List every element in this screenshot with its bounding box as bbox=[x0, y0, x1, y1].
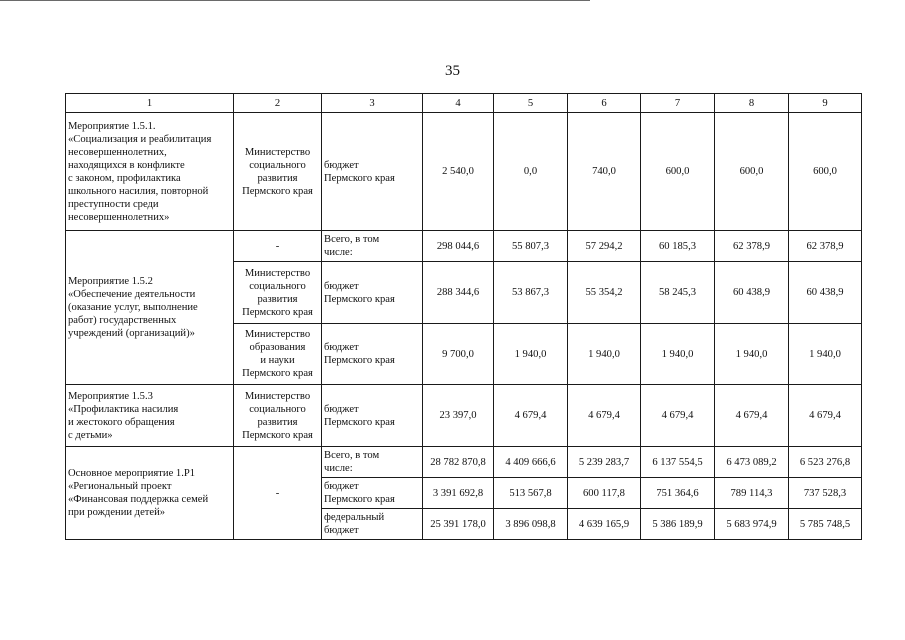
value-cell: 600,0 bbox=[715, 113, 789, 231]
activity-cell: Мероприятие 1.5.2 «Обеспечение деятельности (оказание услуг, выполнение работ) государственных учреждений (организаций)» bbox=[66, 231, 234, 385]
value-cell: 3 896 098,8 bbox=[494, 509, 568, 540]
page-number: 35 bbox=[445, 63, 460, 79]
value-cell: 5 683 974,9 bbox=[715, 509, 789, 540]
table-row bbox=[66, 231, 862, 262]
value-cell: 55 354,2 bbox=[568, 262, 641, 324]
value-cell: 288 344,6 bbox=[423, 262, 494, 324]
activity-cell: Мероприятие 1.5.1. «Социализация и реабилитация несовершеннолетних, находящихся в конфликте с законом, профилактика школьного насилия, повторной преступности среди несовершеннолетних» bbox=[66, 113, 234, 231]
value-cell: 298 044,6 bbox=[423, 231, 494, 262]
value-cell: 1 940,0 bbox=[715, 324, 789, 385]
value-cell: 62 378,9 bbox=[789, 231, 862, 262]
value-cell: 28 782 870,8 bbox=[423, 447, 494, 478]
table-row bbox=[66, 447, 862, 478]
header-cell: 9 bbox=[789, 94, 862, 113]
funding-source-cell: Всего, в том числе: bbox=[322, 231, 423, 262]
value-cell: 513 567,8 bbox=[494, 478, 568, 509]
value-cell: 62 378,9 bbox=[715, 231, 789, 262]
value-cell: 1 940,0 bbox=[789, 324, 862, 385]
activity-cell: Мероприятие 1.5.3 «Профилактика насилия и жестокого обращения с детьми» bbox=[66, 385, 234, 447]
executor-cell: - bbox=[234, 447, 322, 540]
value-cell: 1 940,0 bbox=[568, 324, 641, 385]
value-cell: 600,0 bbox=[789, 113, 862, 231]
value-cell: 1 940,0 bbox=[641, 324, 715, 385]
funding-source-cell: бюджет Пермского края bbox=[322, 262, 423, 324]
value-cell: 737 528,3 bbox=[789, 478, 862, 509]
value-cell: 600,0 bbox=[641, 113, 715, 231]
executor-cell: - bbox=[234, 231, 322, 262]
header-cell: 7 bbox=[641, 94, 715, 113]
value-cell: 4 679,4 bbox=[641, 385, 715, 447]
header-row bbox=[66, 94, 862, 113]
executor-cell: Министерство образования и науки Пермского края bbox=[234, 324, 322, 385]
header-cell: 4 bbox=[423, 94, 494, 113]
value-cell: 1 940,0 bbox=[494, 324, 568, 385]
header-cell: 2 bbox=[234, 94, 322, 113]
value-cell: 740,0 bbox=[568, 113, 641, 231]
funding-source-cell: бюджет Пермского края bbox=[322, 324, 423, 385]
value-cell: 55 807,3 bbox=[494, 231, 568, 262]
value-cell: 4 679,4 bbox=[789, 385, 862, 447]
value-cell: 60 438,9 bbox=[715, 262, 789, 324]
value-cell: 6 523 276,8 bbox=[789, 447, 862, 478]
value-cell: 4 409 666,6 bbox=[494, 447, 568, 478]
funding-source-cell: бюджет Пермского края bbox=[322, 478, 423, 509]
value-cell: 2 540,0 bbox=[423, 113, 494, 231]
value-cell: 60 438,9 bbox=[789, 262, 862, 324]
value-cell: 3 391 692,8 bbox=[423, 478, 494, 509]
executor-cell: Министерство социального развития Пермского края bbox=[234, 113, 322, 231]
value-cell: 4 679,4 bbox=[568, 385, 641, 447]
header-cell: 5 bbox=[494, 94, 568, 113]
value-cell: 5 239 283,7 bbox=[568, 447, 641, 478]
table-row bbox=[66, 385, 862, 447]
value-cell: 4 679,4 bbox=[715, 385, 789, 447]
value-cell: 789 114,3 bbox=[715, 478, 789, 509]
funding-source-cell: бюджет Пермского края bbox=[322, 113, 423, 231]
value-cell: 23 397,0 bbox=[423, 385, 494, 447]
value-cell: 751 364,6 bbox=[641, 478, 715, 509]
value-cell: 53 867,3 bbox=[494, 262, 568, 324]
value-cell: 57 294,2 bbox=[568, 231, 641, 262]
value-cell: 6 137 554,5 bbox=[641, 447, 715, 478]
header-cell: 6 bbox=[568, 94, 641, 113]
value-cell: 600 117,8 bbox=[568, 478, 641, 509]
budget-table bbox=[65, 93, 862, 540]
value-cell: 58 245,3 bbox=[641, 262, 715, 324]
value-cell: 5 785 748,5 bbox=[789, 509, 862, 540]
header-cell: 1 bbox=[66, 94, 234, 113]
value-cell: 25 391 178,0 bbox=[423, 509, 494, 540]
executor-cell: Министерство социального развития Пермского края bbox=[234, 385, 322, 447]
value-cell: 5 386 189,9 bbox=[641, 509, 715, 540]
header-cell: 3 bbox=[322, 94, 423, 113]
value-cell: 4 639 165,9 bbox=[568, 509, 641, 540]
table-row bbox=[66, 113, 862, 231]
value-cell: 6 473 089,2 bbox=[715, 447, 789, 478]
scan-top-edge-line bbox=[0, 0, 590, 1]
funding-source-cell: Всего, в том числе: bbox=[322, 447, 423, 478]
executor-cell: Министерство социального развития Пермского края bbox=[234, 262, 322, 324]
funding-source-cell: федеральный бюджет bbox=[322, 509, 423, 540]
funding-source-cell: бюджет Пермского края bbox=[322, 385, 423, 447]
activity-cell: Основное мероприятие 1.Р1 «Региональный проект «Финансовая поддержка семей при рождении детей» bbox=[66, 447, 234, 540]
header-cell: 8 bbox=[715, 94, 789, 113]
value-cell: 0,0 bbox=[494, 113, 568, 231]
value-cell: 60 185,3 bbox=[641, 231, 715, 262]
value-cell: 4 679,4 bbox=[494, 385, 568, 447]
value-cell: 9 700,0 bbox=[423, 324, 494, 385]
